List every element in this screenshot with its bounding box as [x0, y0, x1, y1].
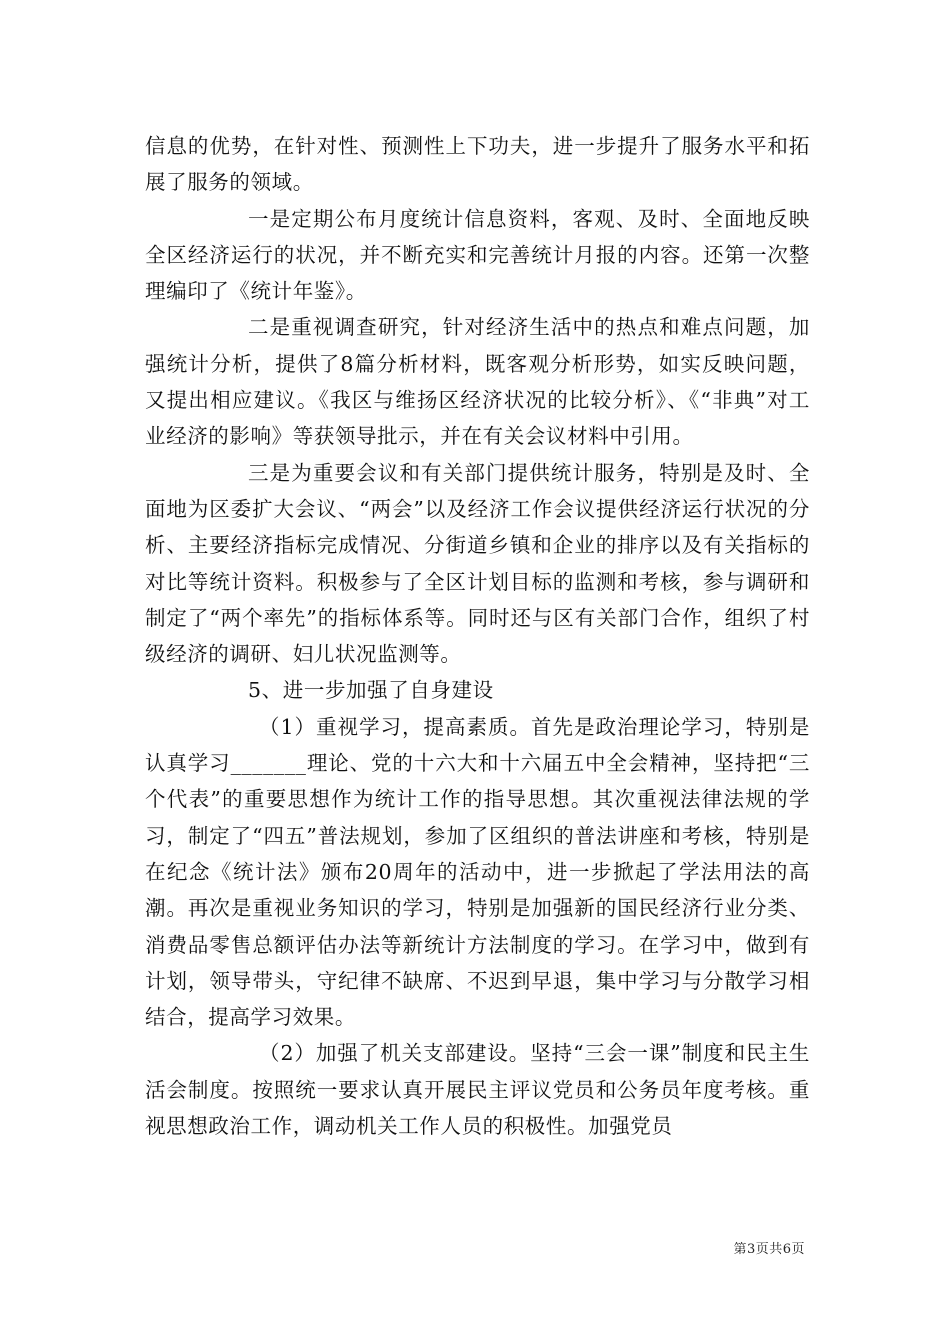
section-heading: 5、进一步加强了自身建设 — [248, 678, 494, 703]
paragraph-item-three: 三是为重要会议和有关部门提供统计服务，特别是及时、全面地为区委扩大会议、“两会”以及经济工作会议提供经济运行状况的分析、主要经济指标完成情况、分街道乡镇和企业的排序以及有关指标的对比等统计资料。积极参与了全区计划目标的监测和考核，参与调研和制定了“两个率先”的指标体系等。同时还与区有关部门合作，组织了村级经济的调研、妇儿状况监测等。 — [145, 460, 810, 667]
paragraph-item-two: 二是重视调查研究，针对经济生活中的热点和难点问题，加强统计分析，提供了8篇分析材料，既客观分析形势，如实反映问题，又提出相应建议。《我区与维扬区经济状况的比较分析》、《“非典”对工业经济的影响》等获领导批示，并在有关会议材料中引用。 — [145, 315, 810, 449]
paragraph-sub-one: （1）重视学习，提高素质。首先是政治理论学习，特别是认真学习_______理论、党的十六大和十六届五中全会精神，坚持把“三个代表”的重要思想作为统计工作的指导思想。其次重视法律法规的学习，制定了“四五”普法规划，参加了区组织的普法讲座和考核，特别是在纪念《统计法》颁布20周年的活动中，进一步掀起了学法用法的高潮。再次是重视业务知识的学习，特别是加强新的国民经济行业分类、消费品零售总额评估办法等新统计方法制度的学习。在学习中，做到有计划，领导带头，守纪律不缺席、不迟到早退，集中学习与分散学习相结合，提高学习效果。 — [145, 714, 810, 1030]
page-number-footer: 第3页共6页 — [733, 1242, 805, 1257]
document-body — [145, 128, 810, 1144]
paragraph-sub-two: （2）加强了机关支部建设。坚持“三会一课”制度和民主生活会制度。按照统一要求认真开展民主评议党员和公务员年度考核。重视思想政治工作，调动机关工作人员的积极性。加强党员 — [145, 1041, 810, 1139]
paragraph-continuation: 信息的优势，在针对性、预测性上下功夫，进一步提升了服务水平和拓展了服务的领域。 — [145, 134, 810, 195]
paragraph-item-one: 一是定期公布月度统计信息资料，客观、及时、全面地反映全区经济运行的状况，并不断充实和完善统计月报的内容。还第一次整理编印了《统计年鉴》。 — [145, 206, 810, 304]
